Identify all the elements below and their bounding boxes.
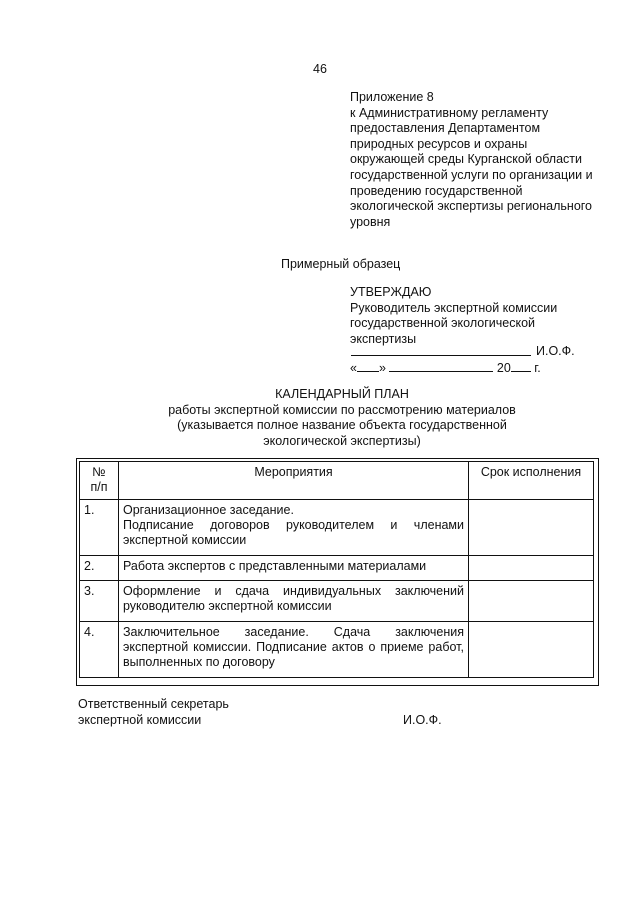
date-close-quote: » <box>378 361 386 375</box>
annex-block <box>350 90 593 230</box>
secretary-line: экспертной комиссии <box>78 712 202 727</box>
row-activity <box>119 622 469 678</box>
header-number: № п/п <box>80 462 119 500</box>
row-activity <box>119 500 469 556</box>
annex-line: проведению государственной <box>350 183 523 198</box>
activity-line: Заключительное заседание. Сдача заключения <box>123 625 464 639</box>
row-number: 2. <box>80 556 119 581</box>
table-header-row <box>80 462 594 500</box>
header-activities: Мероприятия <box>119 462 469 500</box>
sample-label: Примерный образец <box>281 257 401 271</box>
row-number: 4. <box>80 622 119 678</box>
table-row <box>80 500 594 556</box>
row-number: 3. <box>80 581 119 622</box>
activity-line: Организационное заседание. <box>123 503 294 517</box>
activity-line: выполненных по договору <box>123 655 275 669</box>
approver-initials: И.О.Ф. <box>536 344 575 358</box>
secretary-initials: И.О.Ф. <box>403 713 442 727</box>
year-blank <box>511 360 531 372</box>
row-number: 1. <box>80 500 119 556</box>
activity-line: руководителю экспертной комиссии <box>123 599 332 613</box>
approval-title: УТВЕРЖДАЮ <box>350 285 432 299</box>
activity-line: экспертной комиссии. Подписание актов о приеме работ, <box>123 640 464 654</box>
row-deadline <box>469 581 594 622</box>
row-deadline <box>469 556 594 581</box>
annex-line: экологической экспертизы регионального <box>350 199 593 214</box>
annex-line: окружающей среды Курганской области <box>350 152 582 167</box>
plan-subtitle-line: (указывается полное название объекта государственной <box>177 418 507 433</box>
annex-line: уровня <box>350 214 391 229</box>
annex-line: государственной услуги по организации и <box>350 167 593 182</box>
day-blank <box>357 360 379 372</box>
approval-line: Руководитель экспертной комиссии <box>350 300 558 315</box>
signature-line <box>351 355 531 356</box>
row-deadline <box>469 500 594 556</box>
activity-line: Подписание договоров руководителем и членами <box>123 518 464 532</box>
annex-line: природных ресурсов и охраны <box>350 136 528 151</box>
date-open-quote: « <box>350 361 357 375</box>
plan-subtitle-line: работы экспертной комиссии по рассмотрению материалов <box>168 402 516 417</box>
secretary-line: Ответственный секретарь <box>78 697 229 711</box>
schedule-table <box>79 461 594 678</box>
date-year-prefix: 20 <box>496 361 511 375</box>
annex-line: предоставления Департаментом <box>350 121 541 136</box>
plan-subtitle-line: экологической экспертизы) <box>263 433 421 448</box>
table-row <box>80 556 594 581</box>
row-activity <box>119 581 469 622</box>
annex-line: Приложение 8 <box>350 90 434 104</box>
approval-block <box>350 285 557 347</box>
page-number: 46 <box>313 62 327 76</box>
table-row <box>80 581 594 622</box>
secretary-block <box>78 697 229 728</box>
plan-heading <box>0 387 640 449</box>
header-deadline: Срок исполнения <box>469 462 594 500</box>
approval-line: государственной экологической <box>350 316 536 331</box>
table-row <box>80 622 594 678</box>
activity-line: Работа экспертов с представленными материалами <box>123 559 427 573</box>
annex-line: к Административному регламенту <box>350 105 549 120</box>
activity-line: Оформление и сдача индивидуальных заключений <box>123 584 464 598</box>
approval-line: экспертизы <box>350 331 417 346</box>
activity-line: экспертной комиссии <box>123 533 247 547</box>
row-deadline <box>469 622 594 678</box>
approval-date <box>350 360 541 376</box>
plan-title: КАЛЕНДАРНЫЙ ПЛАН <box>275 387 409 401</box>
row-activity <box>119 556 469 581</box>
date-suffix: г. <box>534 361 541 375</box>
month-blank <box>389 360 493 372</box>
